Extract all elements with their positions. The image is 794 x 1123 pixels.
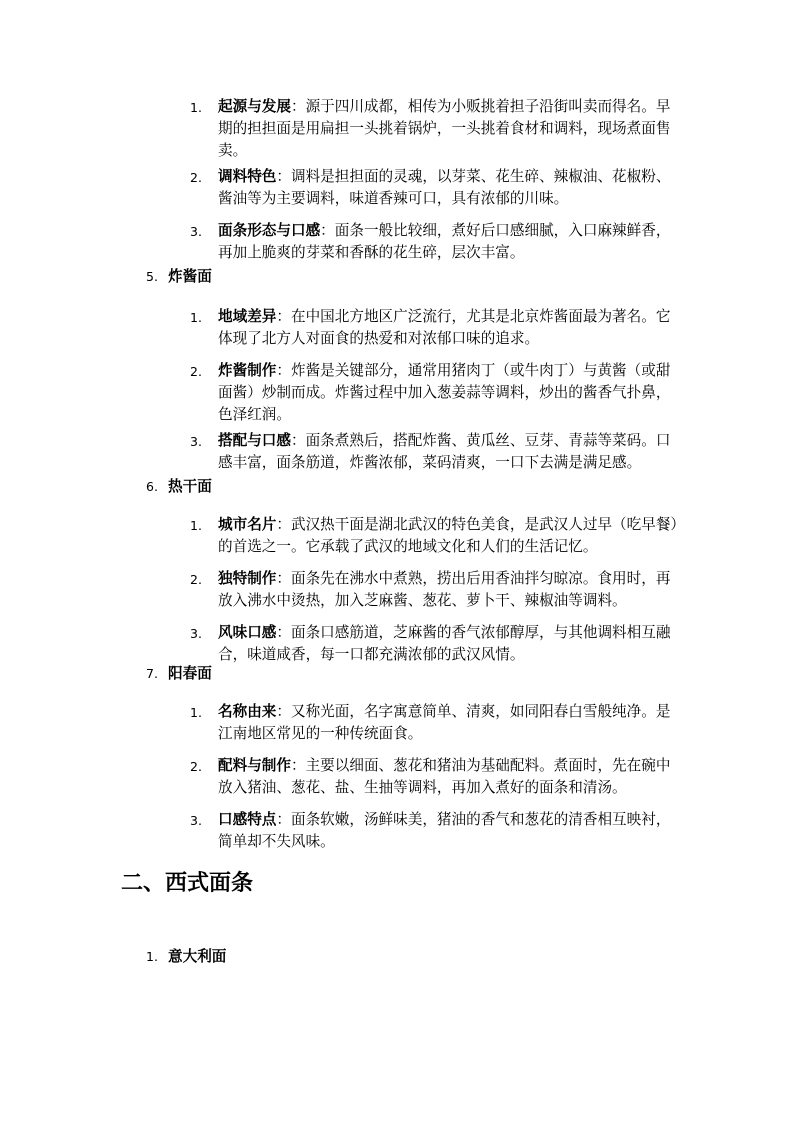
item-number: 3. — [190, 434, 202, 449]
item-text: ：炸酱是关键部分，通常用猪肉丁（或牛肉丁）与黄酱（或甜面酱）炒制而成。炸酱过程中加入葱姜蒜等调料，炒出的酱香气扑鼻，色泽红润。 — [218, 362, 671, 423]
list-item — [190, 96, 680, 158]
item-term: 独特制作 — [218, 570, 277, 587]
list-item — [190, 809, 680, 855]
item-term: 名称由来 — [218, 703, 277, 720]
section-title: 炸酱面 — [168, 268, 212, 285]
item-text: ：面条软嫩，汤鲜味美，猪油的香气和葱花的清香相互映衬，简单却不失风味。 — [218, 811, 671, 850]
item-term: 风味口感 — [218, 624, 277, 641]
item-text: ：调料是担担面的灵魂，以芽菜、花生碎、辣椒油、花椒粉、酱油等为主要调料，味道香辣可口，具有浓郁的川味。 — [218, 168, 671, 207]
item-text: ：在中国北方地区广泛流行，尤其是北京炸酱面最为著名。它体现了北方人对面食的热爱和对浓郁口味的追求。 — [218, 308, 671, 347]
item-term: 调料特色 — [218, 168, 277, 185]
item-text: ：武汉热干面是湖北武汉的特色美食，是武汉人过早（吃早餐）的首选之一。它承载了武汉的地域文化和人们的生活记忆。 — [218, 516, 678, 555]
item-text: ：面条先在沸水中煮熟，捞出后用香油拌匀晾凉。食用时，再放入沸水中烫热，加入芝麻酱、葱花、萝卜干、辣椒油等调料。 — [218, 570, 671, 609]
item-term: 配料与制作 — [218, 757, 291, 774]
list-item — [190, 166, 680, 212]
section-number: 5. — [146, 269, 158, 284]
list-item — [190, 306, 680, 352]
section-heading-pasta — [146, 946, 226, 968]
dandan-sublist — [190, 96, 680, 266]
item-number: 2. — [190, 170, 202, 185]
item-number: 2. — [190, 572, 202, 587]
item-number: 1. — [190, 518, 202, 533]
list-item — [190, 568, 680, 614]
list-item — [190, 360, 680, 422]
list-item — [190, 755, 680, 801]
item-text: ：面条煮熟后，搭配炸酱、黄瓜丝、豆芽、青蒜等菜码。口感丰富，面条筋道，炸酱浓郁，菜码清爽，一口下去满是满足感。 — [218, 432, 671, 471]
section-title: 意大利面 — [168, 948, 227, 965]
item-number: 2. — [190, 759, 202, 774]
item-term: 搭配与口感 — [218, 432, 291, 449]
list-item — [190, 220, 680, 266]
item-number: 1. — [190, 310, 202, 325]
zhajiangmian-sublist — [190, 306, 680, 476]
item-number: 3. — [190, 224, 202, 239]
section-title: 阳春面 — [168, 665, 212, 682]
section-number: 7. — [146, 666, 158, 681]
section-heading-zhajiangmian — [146, 266, 212, 288]
list-item — [190, 430, 680, 476]
section-heading-yangchunmian — [146, 663, 212, 685]
item-term: 口感特点 — [218, 811, 277, 828]
item-term: 地域差异 — [218, 308, 277, 325]
item-term: 炸酱制作 — [218, 362, 277, 379]
item-number: 1. — [190, 705, 202, 720]
reganmian-sublist — [190, 514, 680, 668]
item-text: ：源于四川成都，相传为小贩挑着担子沿街叫卖而得名。早期的担担面是用扁担一头挑着锅炉，一头挑着食材和调料，现场煮面售卖。 — [218, 98, 671, 159]
item-term: 起源与发展 — [218, 98, 291, 115]
heading-western-noodles: 二、西式面条 — [121, 870, 254, 896]
item-term: 面条形态与口感 — [218, 222, 321, 239]
list-item — [190, 514, 680, 560]
item-number: 3. — [190, 813, 202, 828]
item-text: ：主要以细面、葱花和猪油为基础配料。煮面时，先在碗中放入猪油、葱花、盐、生抽等调料，再加入煮好的面条和清汤。 — [218, 757, 671, 796]
item-text: ：面条一般比较细，煮好后口感细腻，入口麻辣鲜香，再加上脆爽的芽菜和香酥的花生碎，层次丰富。 — [218, 222, 671, 261]
item-number: 1. — [190, 100, 202, 115]
item-text: ：面条口感筋道，芝麻酱的香气浓郁醇厚，与其他调料相互融合，味道咸香，每一口都充满浓郁的武汉风情。 — [218, 624, 671, 663]
yangchunmian-sublist — [190, 701, 680, 855]
item-term: 城市名片 — [218, 516, 277, 533]
item-text: ：又称光面，名字寓意简单、清爽，如同阳春白雪般纯净。是江南地区常见的一种传统面食。 — [218, 703, 671, 742]
item-number: 2. — [190, 364, 202, 379]
list-item — [190, 701, 680, 747]
section-heading-reganmian — [146, 476, 212, 498]
item-number: 3. — [190, 626, 202, 641]
section-number: 1. — [146, 949, 158, 964]
section-title: 热干面 — [168, 478, 212, 495]
section-number: 6. — [146, 479, 158, 494]
list-item — [190, 622, 680, 668]
